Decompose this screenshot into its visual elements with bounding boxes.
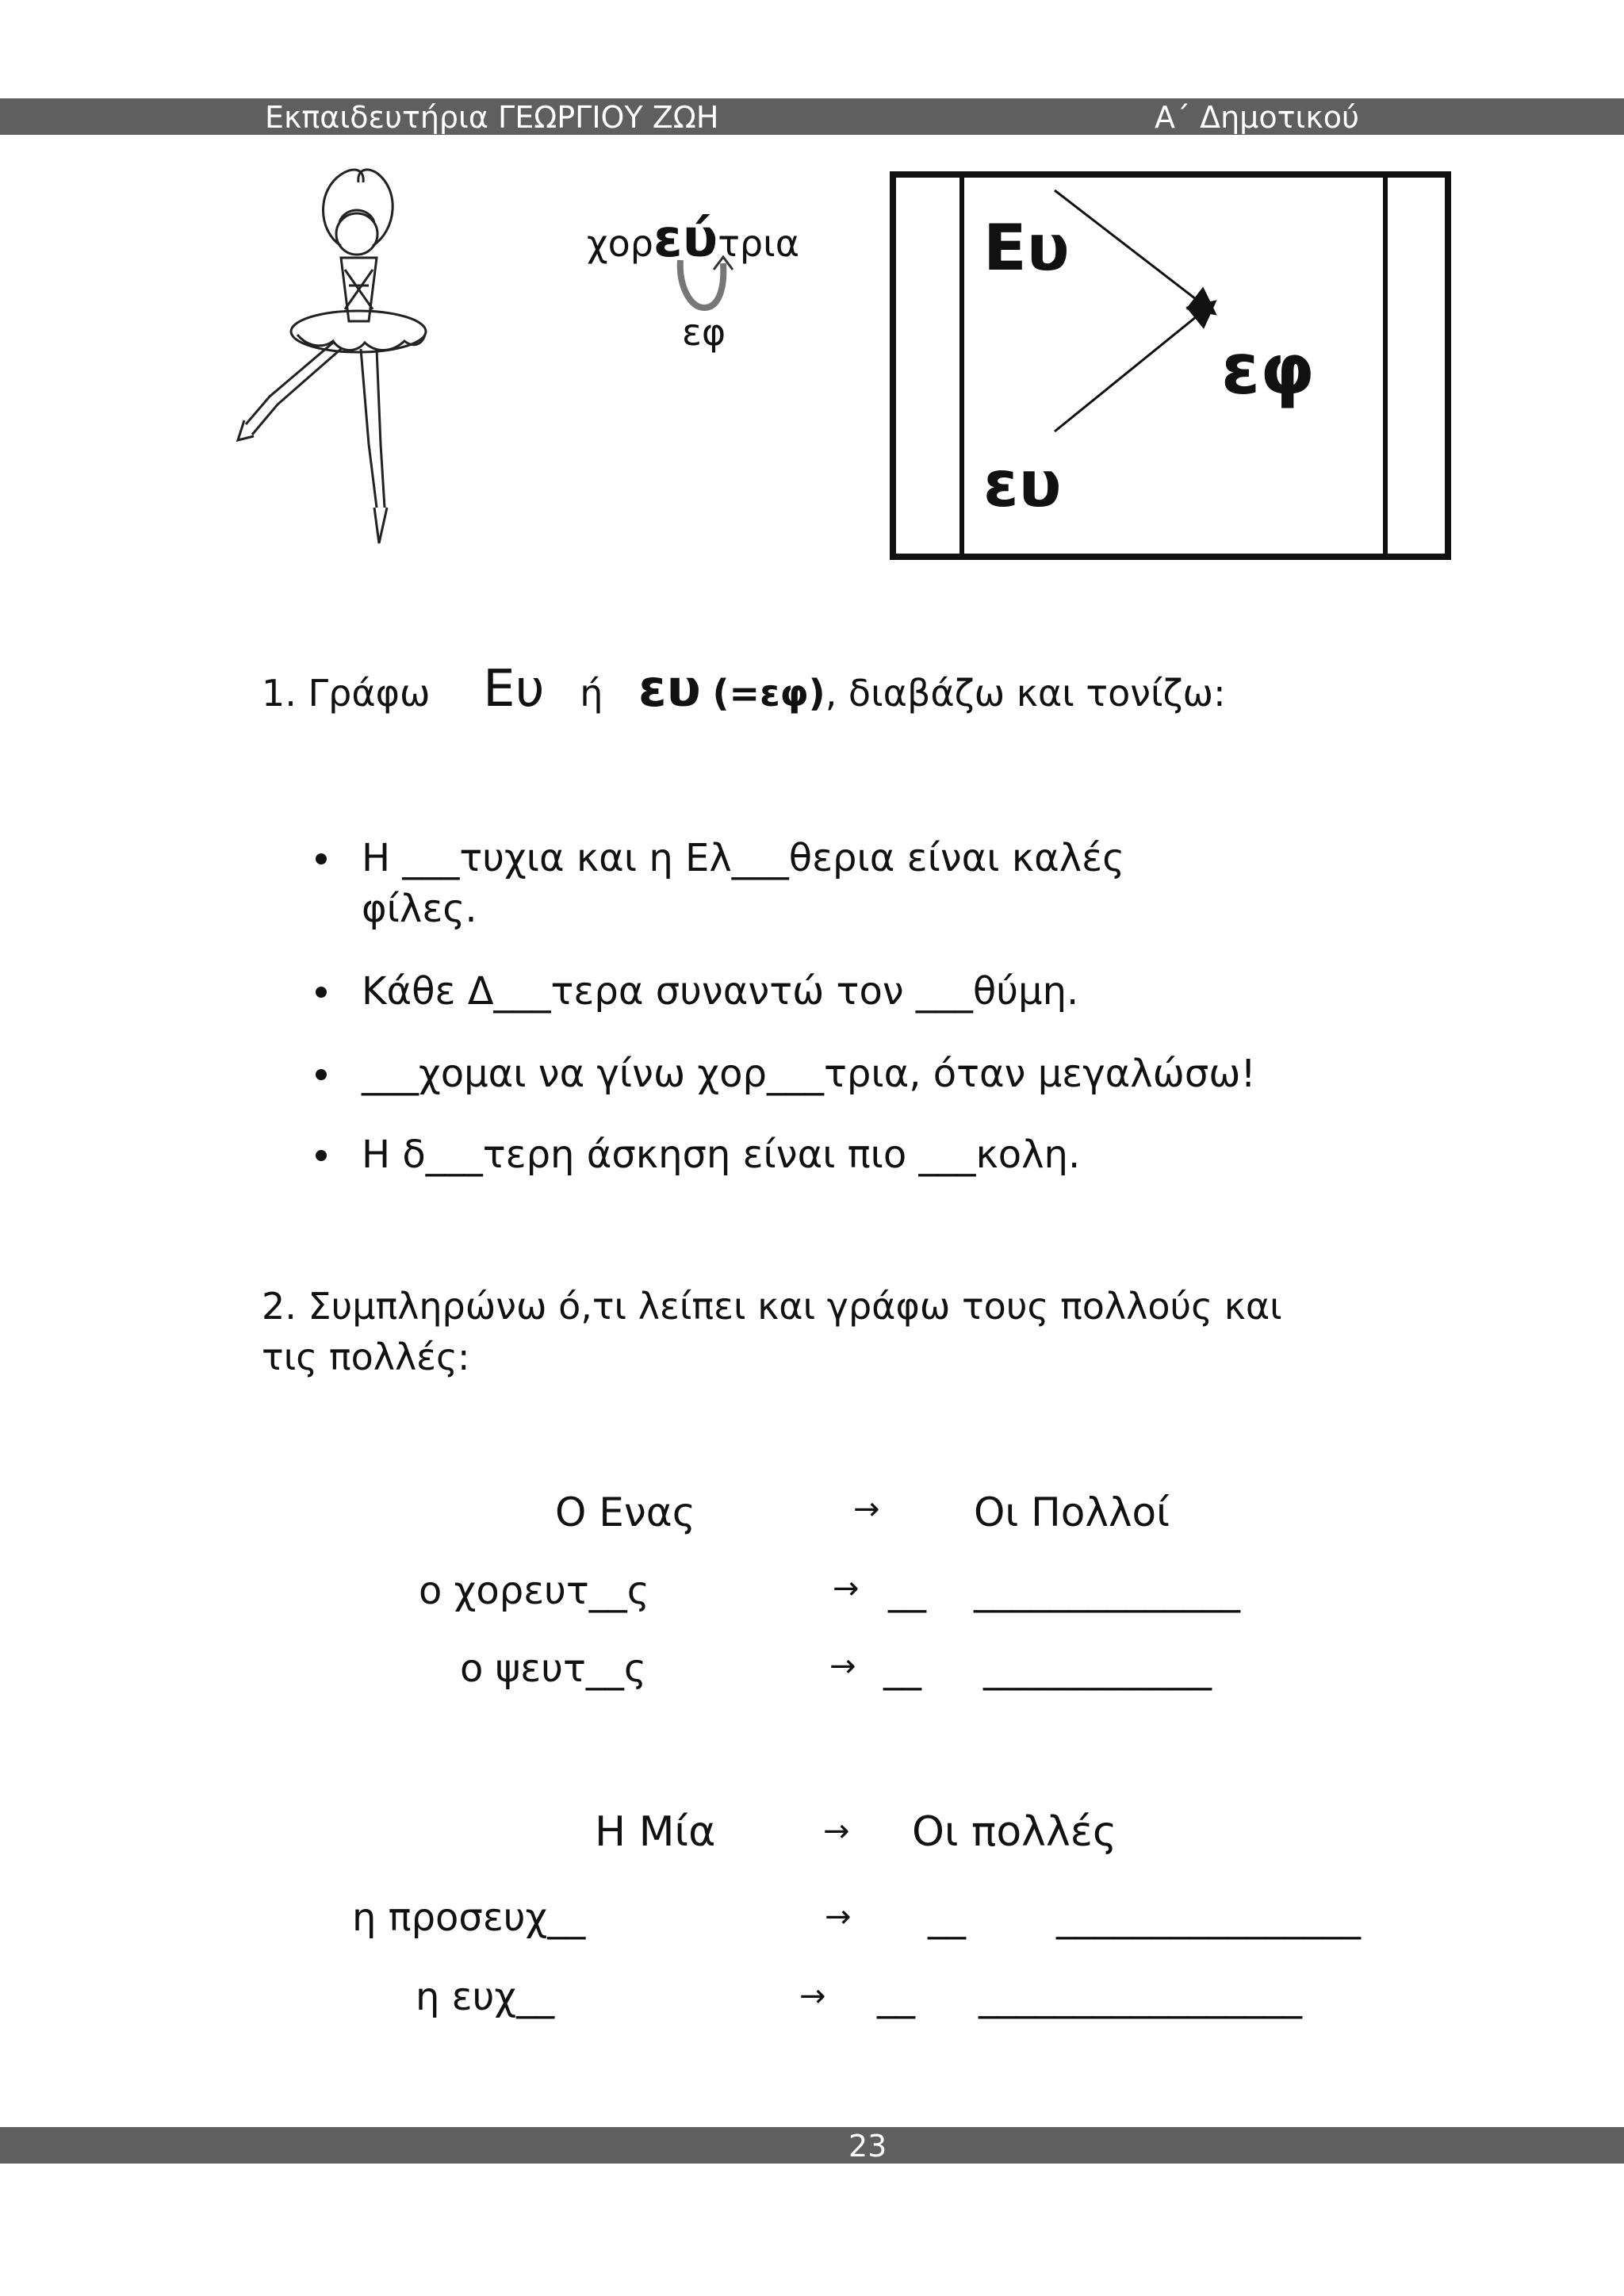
- sentence-text: Η δ___τερη άσκηση είναι πιο ___κολη.: [362, 1133, 1081, 1177]
- fem-head-arrow: →: [823, 1813, 850, 1849]
- exercise1-text-a: Γράφω: [308, 672, 431, 715]
- diagram-lower: ευ: [983, 447, 1062, 521]
- exercise2-line1: [262, 1285, 1282, 1328]
- curved-arrow-icon: [672, 254, 736, 317]
- masc-row-1-blank2: ______________: [974, 1569, 1240, 1613]
- school-name: Εκπαιδευτήρια ΓΕΩΡΓΙΟΥ ΖΩΗ: [265, 100, 719, 135]
- masc-row-1-blank1: __: [888, 1569, 926, 1613]
- fem-row-1-blank2: ________________: [1056, 1895, 1361, 1940]
- ballerina-illustration: [222, 159, 484, 555]
- intro-word-prefix: χορ: [587, 222, 653, 265]
- fem-row-1-arrow: →: [825, 1899, 852, 1935]
- footer-bar: [0, 2127, 1624, 2164]
- grade-label: Α΄ Δημοτικού: [1155, 100, 1359, 135]
- page-number: 23: [848, 2129, 887, 2164]
- exercise2-line2: τις πολλές:: [262, 1336, 470, 1378]
- sentence-text: φίλες.: [362, 887, 477, 931]
- header-bar: [0, 98, 1624, 135]
- bullet-icon: [316, 1069, 327, 1080]
- fem-row-2-blank1: __: [877, 1975, 915, 2019]
- exercise1-big-upper: Ευ: [483, 660, 545, 719]
- diagram-arrows: [896, 178, 1445, 554]
- bullet-icon: [316, 853, 327, 864]
- fem-row-2-blank2: _________________: [979, 1975, 1302, 2019]
- masc-row-2-arrow: →: [829, 1648, 856, 1685]
- masc-head-right: Οι Πολλοί: [974, 1489, 1170, 1535]
- fem-row-1-left: η προσευχ__: [352, 1895, 586, 1940]
- fem-row-2-left: η ευχ__: [416, 1975, 555, 2019]
- masc-row-1-arrow: →: [833, 1570, 860, 1607]
- arrow-label: εφ: [682, 311, 726, 354]
- masc-row-2-blank1: __: [883, 1646, 921, 1691]
- masc-row-2-blank2: ____________: [983, 1646, 1212, 1691]
- diagram-result: εφ: [1221, 328, 1315, 410]
- exercise2-instruction: Συμπληρώνω ό,τι λείπει και γράφω τους πολλούς και: [308, 1285, 1282, 1328]
- masc-head-arrow: →: [853, 1491, 880, 1527]
- exercise1-number: 1.: [262, 672, 297, 715]
- bullet-icon: [316, 987, 327, 998]
- intro-word-eu: εύ: [653, 208, 718, 269]
- intro-word-suffix: τρια: [718, 222, 800, 265]
- fem-row-2-arrow: →: [799, 1978, 826, 2014]
- bullet-icon: [316, 1150, 327, 1161]
- exercise1-or: ή: [580, 672, 603, 715]
- masc-row-1-left: ο χορευτ__ς: [419, 1569, 649, 1613]
- diagram-upper: Ευ: [983, 211, 1070, 285]
- exercise1-big-lower: ευ: [638, 660, 701, 719]
- sentence-text: Κάθε Δ___τερα συναντώ τον ___θύμη.: [362, 969, 1079, 1014]
- exercise1-paren: (=εφ): [712, 672, 825, 715]
- fem-row-1-blank1: __: [928, 1895, 966, 1940]
- sentence-text: Η ___τυχια και η Ελ___θερια είναι καλές: [362, 836, 1125, 880]
- sentence-text: ___χομαι να γίνω χορ___τρια, όταν μεγαλώσω!: [362, 1052, 1256, 1096]
- fem-head-left: Η Μία: [595, 1808, 716, 1856]
- masc-head-left: Ο Ενας: [555, 1489, 696, 1535]
- fem-head-right: Οι πολλές: [912, 1808, 1117, 1856]
- masc-row-2-left: ο ψευτ__ς: [460, 1646, 647, 1691]
- diagram-box: [890, 171, 1451, 560]
- exercise1-text-b: , διαβάζω και τονίζω:: [825, 672, 1226, 715]
- exercise1-title: [262, 660, 1226, 719]
- exercise2-number: 2.: [262, 1285, 297, 1328]
